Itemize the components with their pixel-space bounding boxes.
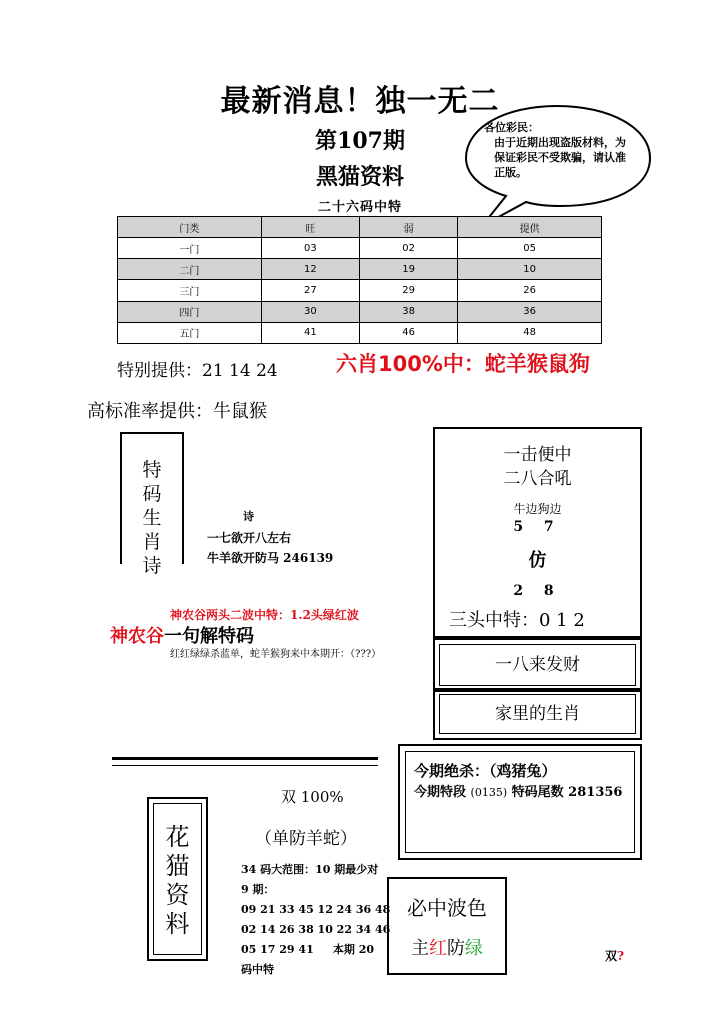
table-cell: 38 — [359, 301, 457, 322]
poem-vertical-box — [120, 432, 184, 577]
table-cell: 02 — [359, 238, 457, 259]
table-cell: 03 — [261, 238, 359, 259]
table-header: 提供 — [458, 217, 602, 238]
hit-line-3: 牛边狗边 — [513, 502, 562, 516]
table-row — [118, 280, 602, 301]
range-line: 34 码大范围：10 期最少对 — [241, 863, 379, 876]
table-cell: 30 — [261, 301, 359, 322]
table-cell: 46 — [359, 322, 457, 343]
poem-box-char: 特 — [142, 459, 162, 481]
table-cell: 12 — [261, 259, 359, 280]
two-head-tip: 神农谷两头二波中特：1.2头绿红波 — [170, 608, 359, 622]
table-row — [118, 259, 602, 280]
table-cell: 19 — [359, 259, 457, 280]
hit-line-2: 二八合吼 — [503, 469, 572, 489]
poem-box-char: 生 — [142, 507, 162, 529]
range-numbers: 05 17 29 41 — [241, 943, 314, 956]
hit-line-1: 一击便中 — [503, 445, 572, 465]
section-divider — [112, 757, 378, 766]
table-cell: 29 — [359, 280, 457, 301]
poem-line: 一七欲开八左右 — [207, 531, 292, 545]
wave-title: 必中波色 — [407, 896, 487, 920]
table-cell: 10 — [458, 259, 602, 280]
range-line: 09 21 33 45 12 24 36 48 — [241, 903, 391, 916]
cat-box-char: 猫 — [165, 852, 190, 880]
segment-line — [414, 781, 622, 800]
double-q-mark: ? — [617, 949, 625, 963]
cat-box-char: 料 — [165, 910, 190, 938]
range-current: 本期 20 — [332, 943, 375, 956]
home-zodiac-text: 家里的生肖 — [439, 694, 636, 734]
numbers-table — [117, 216, 602, 344]
table-cell: 05 — [458, 238, 602, 259]
wave-guard: 防 — [447, 938, 465, 959]
poem-line: 牛羊欲开防马 246139 — [207, 551, 334, 565]
wave-green: 绿 — [465, 938, 483, 959]
range-line — [241, 940, 391, 960]
table-cell: 26 — [458, 280, 602, 301]
subtitle: 黑猫资料 — [315, 164, 404, 190]
special-offer: 特别提供：21 14 24 — [117, 361, 278, 381]
table-row — [118, 301, 602, 322]
home-zodiac-box — [433, 688, 642, 740]
notice-bubble — [460, 100, 655, 220]
number-range — [241, 860, 391, 980]
table-header: 弱 — [359, 217, 457, 238]
table-cell: 五门 — [118, 322, 262, 343]
table-cell: 二门 — [118, 259, 262, 280]
guard-zodiac: （单防羊蛇） — [255, 829, 357, 849]
high-accuracy: 高标准率提供：牛鼠猴 — [87, 401, 267, 422]
page-title: 最新消息！独一无二 — [220, 84, 500, 119]
table-cell: 27 — [261, 280, 359, 301]
range-line: 9 期： — [241, 883, 275, 896]
flower-cat-box — [147, 797, 208, 961]
six-zodiac-banner: 六肖100%中：蛇羊猴鼠狗 — [336, 352, 590, 376]
riddle-title-black: 一句解特码 — [164, 626, 254, 647]
bubble-message: 由于近期出现盗版材料，为保证彩民不受欺骗，请认准正版。 — [494, 136, 626, 179]
riddle-text: 红红绿绿杀蓝单，蛇羊猴狗来中本期开：（???） — [170, 649, 382, 660]
table-cell: 36 — [458, 301, 602, 322]
tagline: 二十六码中特 — [317, 200, 402, 215]
poem-label: 诗 — [243, 510, 254, 523]
fortune-text: 一八来发财 — [439, 644, 636, 686]
table-row — [118, 322, 602, 343]
table-cell: 一门 — [118, 238, 262, 259]
wave-red: 红 — [429, 938, 447, 959]
table-header: 门类 — [118, 217, 262, 238]
tail-digits: 特码尾数 281356 — [511, 785, 623, 800]
hit-line-4: 5 7 — [513, 519, 562, 535]
poem-box-char: 肖 — [142, 531, 162, 553]
hit-line-5: 仿 — [528, 550, 547, 571]
table-header-row — [118, 217, 602, 238]
riddle-title-red: 神农谷 — [110, 626, 164, 647]
wave-main: 主 — [411, 938, 429, 959]
three-head-line: 三头中特：0 1 2 — [449, 610, 585, 631]
double-q-text: 双 — [605, 949, 618, 963]
hit-line-6: 2 8 — [513, 583, 562, 599]
table-cell: 48 — [458, 322, 602, 343]
table-header: 旺 — [261, 217, 359, 238]
cat-box-char: 资 — [165, 881, 190, 909]
double-percent: 双 100% — [281, 788, 344, 806]
issue-number: 第107期 — [315, 128, 405, 154]
table-cell: 41 — [261, 322, 359, 343]
table-cell: 三门 — [118, 280, 262, 301]
fortune-box — [433, 638, 642, 692]
range-line: 码中特 — [241, 963, 274, 976]
table-cell: 四门 — [118, 301, 262, 322]
poem-box-char: 诗 — [142, 555, 162, 577]
double-question — [605, 947, 624, 964]
cat-box-char: 花 — [165, 823, 190, 851]
kill-line: 今期绝杀：（鸡猪兔） — [414, 762, 557, 780]
segment-label: 今期特段 — [414, 785, 467, 800]
table-row — [118, 238, 602, 259]
range-line: 02 14 26 38 10 22 34 46 — [241, 923, 391, 936]
poem-box-char: 码 — [142, 483, 162, 505]
wave-colors — [387, 934, 507, 960]
bubble-greeting: 各位彩民： — [484, 121, 539, 134]
segment-value: (0135) — [470, 786, 508, 799]
